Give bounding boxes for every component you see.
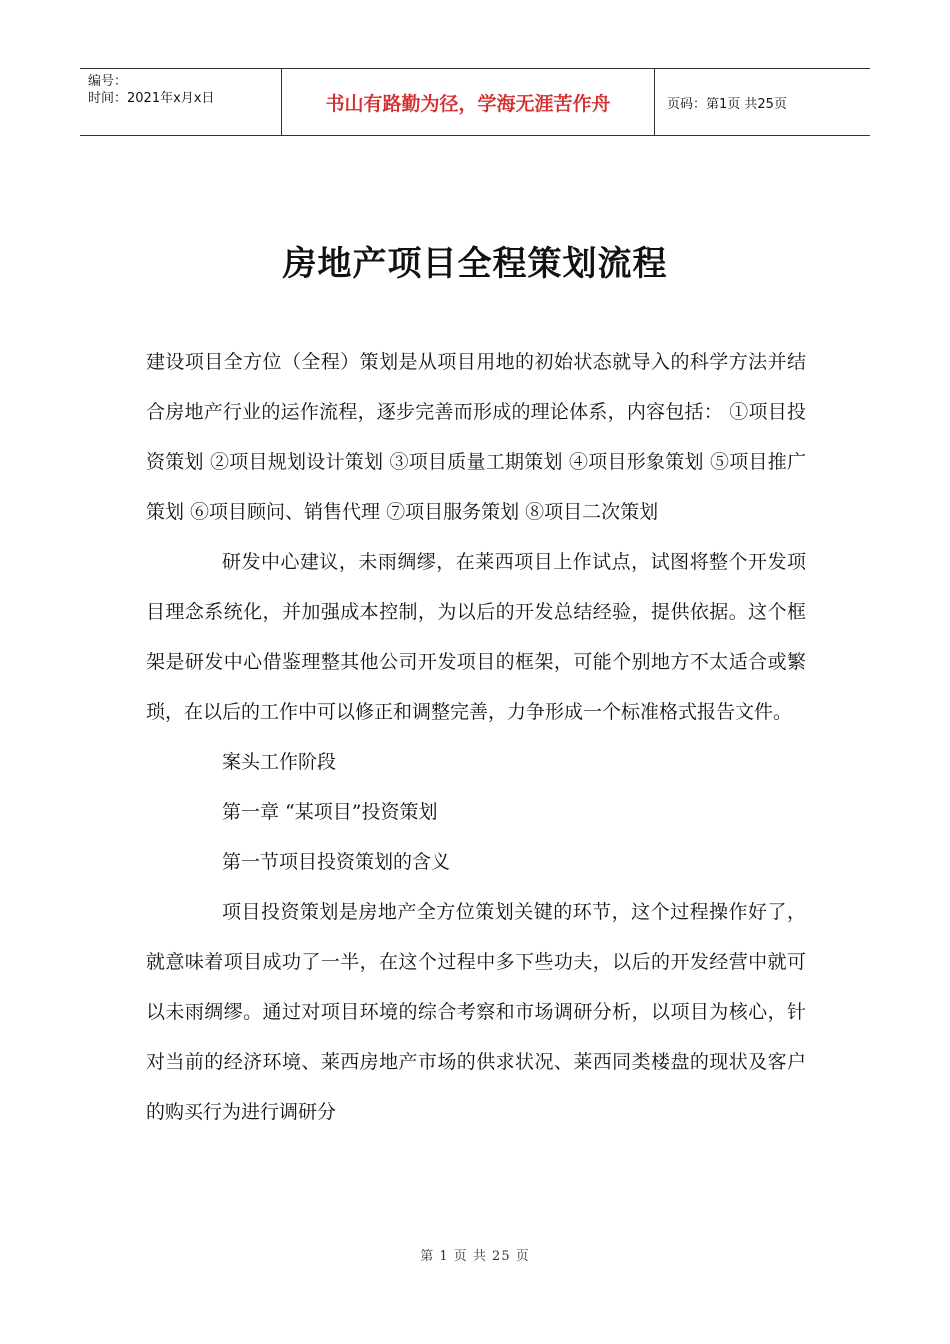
document-body bbox=[146, 337, 806, 1137]
body-paragraph: 项目投资策划是房地产全方位策划关键的环节，这个过程操作好了，就意味着项目成功了一半，在这个过程中多下些功夫，以后的开发经营中就可以未雨绸缪。通过对项目环境的综合考察和市场调研分析，以项目为核心，针对当前的经济环境、莱西房地产市场的供求状况、莱西同类楼盘的现状及客户的购买行为进行调研分 bbox=[146, 901, 806, 1123]
header-motto: 书山有路勤为径，学海无涯苦作舟 bbox=[282, 69, 655, 135]
header-page-info: 页码：第1页 共25页 bbox=[667, 96, 787, 112]
page-header bbox=[80, 68, 870, 136]
stage-heading: 案头工作阶段 bbox=[222, 751, 337, 773]
intro-paragraph: 建设项目全方位（全程）策划是从项目用地的初始状态就导入的科学方法并结合房地产行业的运作流程，逐步完善而形成的理论体系，内容包括： ①项目投资策划 ②项目规划设计策划 ③项目质量工期策划 ④项目形象策划 ⑤项目推广策划 ⑥项目顾问、销售代理 ⑦项目服务策划 ⑧项目二次策划 bbox=[146, 351, 806, 523]
chapter-heading: 第一章 “某项目”投资策划 bbox=[222, 801, 438, 823]
header-meta bbox=[80, 69, 282, 135]
header-time-label: 时间：2021年x月x日 bbox=[88, 91, 215, 106]
proposal-paragraph: 研发中心建议，未雨绸缪，在莱西项目上作试点，试图将整个开发项目理念系统化，并加强成本控制，为以后的开发总结经验，提供依据。这个框架是研发中心借鉴理整其他公司开发项目的框架，可能个别地方不太适合或繁琐，在以后的工作中可以修正和调整完善，力争形成一个标准格式报告文件。 bbox=[146, 551, 806, 723]
document-title: 房地产项目全程策划流程 bbox=[282, 244, 668, 284]
section-heading: 第一节项目投资策划的含义 bbox=[222, 851, 451, 873]
header-number-label: 编号： bbox=[88, 74, 128, 89]
page-footer: 第 1 页 共 25 页 bbox=[420, 1249, 530, 1264]
